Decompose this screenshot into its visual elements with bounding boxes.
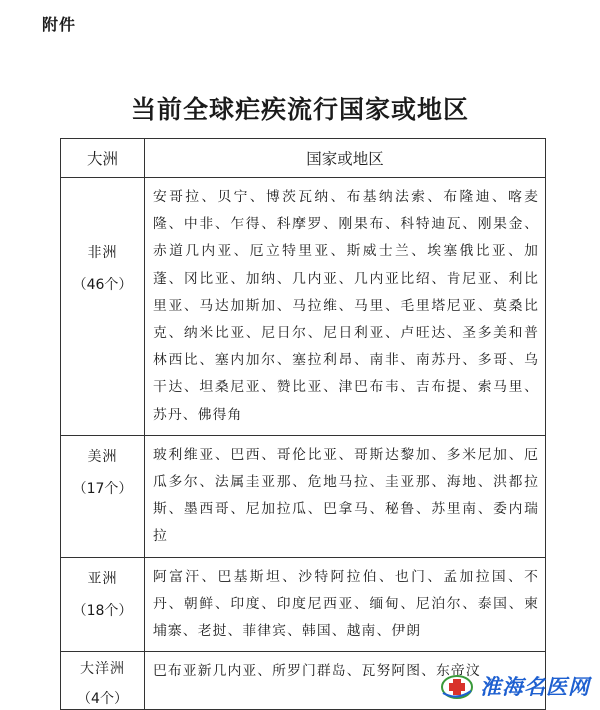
continent-name: 美洲 xyxy=(87,448,118,465)
attachment-label: 附件 xyxy=(42,15,77,34)
continent-name: 亚洲 xyxy=(87,570,118,587)
table-header-row xyxy=(61,139,546,178)
table-row-asia xyxy=(61,557,546,652)
malaria-region-table xyxy=(60,138,546,710)
table-row-americas xyxy=(61,435,546,557)
continent-column-header: 大洲 xyxy=(61,139,145,178)
country-list: 安哥拉、贝宁、博茨瓦纳、布基纳法索、布隆迪、喀麦隆、中非、乍得、科摩罗、刚果布、科特迪瓦、刚果金、赤道几内亚、厄立特里亚、斯威士兰、埃塞俄比亚、加蓬、冈比亚、加纳、几内亚、几内亚比绍、肯尼亚、利比里亚、马达加斯加、马拉维、马里、毛里塔尼亚、莫桑比克、纳米比亚、尼日尔、尼日利亚、卢旺达、圣多美和普林西比、塞内加尔、塞拉利昂、南非、南苏丹、多哥、乌干达、坦桑尼亚、赞比亚、津巴布韦、吉布提、索马里、苏丹、佛得角 xyxy=(145,178,546,436)
continent-cell xyxy=(61,435,145,557)
medical-cross-logo-icon xyxy=(440,671,474,701)
watermark xyxy=(440,671,590,701)
country-list: 巴布亚新几内亚、所罗门群岛、瓦努阿图、东帝汶 xyxy=(145,652,546,710)
page-title: 当前全球疟疾流行国家或地区 xyxy=(130,95,469,124)
country-list: 玻利维亚、巴西、哥伦比亚、哥斯达黎加、多米尼加、厄瓜多尔、法属圭亚那、危地马拉、圭亚那、海地、洪都拉斯、墨西哥、尼加拉瓜、巴拿马、秘鲁、苏里南、委内瑞拉 xyxy=(145,435,546,557)
continent-cell xyxy=(61,652,145,710)
country-count: （17个） xyxy=(72,480,133,497)
continent-cell xyxy=(61,178,145,436)
table-row-africa xyxy=(61,178,546,436)
continent-name: 非洲 xyxy=(87,245,118,261)
country-count: （18个） xyxy=(72,602,133,619)
country-list: 阿富汗、巴基斯坦、沙特阿拉伯、也门、孟加拉国、不丹、朝鲜、印度、印度尼西亚、缅甸、尼泊尔、泰国、柬埔寨、老挝、菲律宾、韩国、越南、伊朗 xyxy=(145,557,546,652)
country-count: （4个） xyxy=(77,691,128,708)
continent-cell xyxy=(61,557,145,652)
continent-name: 大洋洲 xyxy=(80,661,125,678)
watermark-text: 淮海名医网 xyxy=(480,674,590,699)
countries-column-header: 国家或地区 xyxy=(145,139,546,178)
country-count: （46个） xyxy=(72,277,133,293)
